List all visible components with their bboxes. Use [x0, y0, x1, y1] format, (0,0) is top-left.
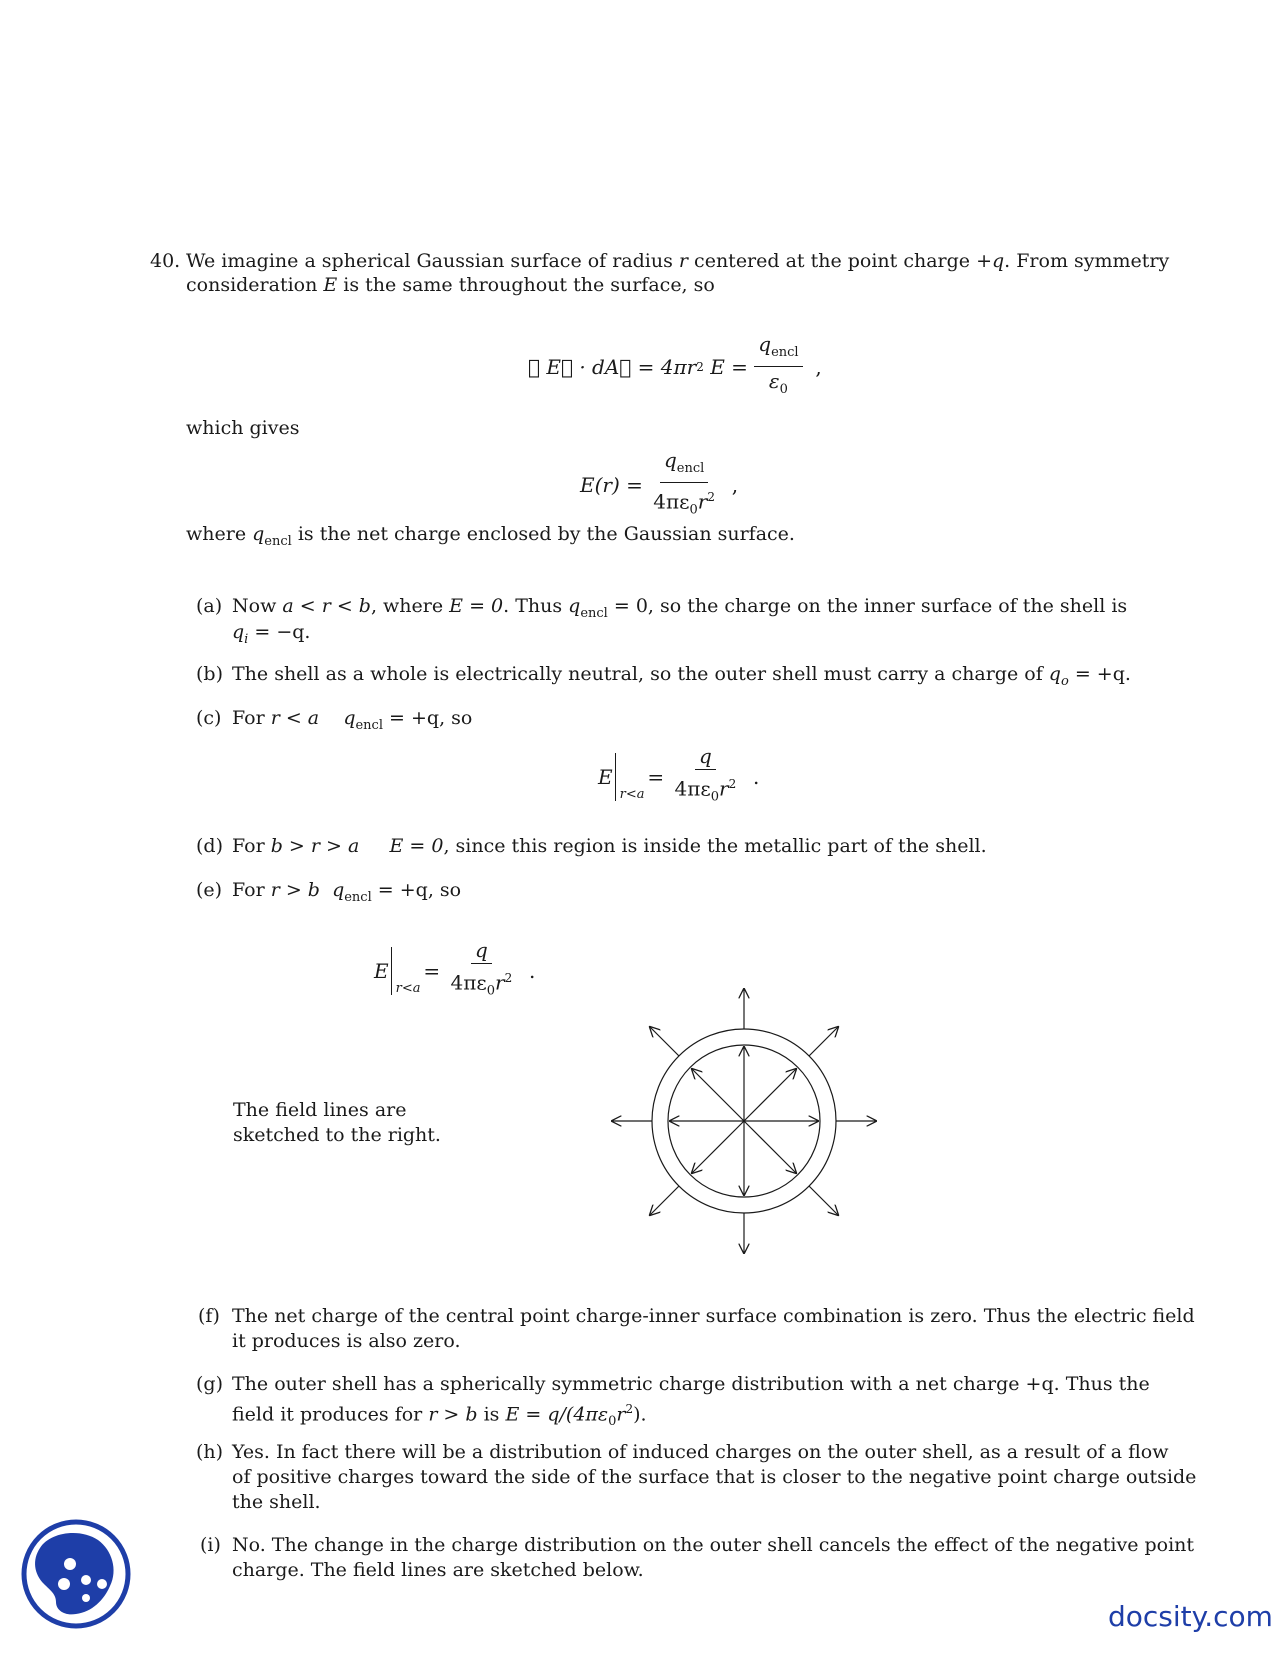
intro-line-1: We imagine a spherical Gaussian surface of radius r centered at the point charge +q. From symmetry — [186, 250, 1170, 272]
item-a-line-2: $q_i = -q$. — [232, 621, 311, 647]
item-a-label: (a) — [196, 595, 223, 617]
item-g-line-1: The outer shell has a spherically symmetric charge distribution with a net charge +q. Thus the — [232, 1373, 1150, 1395]
item-d-text: For b > r > a E = 0, since this region is inside the metallic part of the shell. — [232, 835, 987, 857]
equation-c: E r<a = $\frac{q}{4\pi\varepsilon_0r^2}$ . — [598, 744, 760, 805]
item-f-line-2: it produces is also zero. — [232, 1330, 461, 1352]
item-c-label: (c) — [196, 707, 222, 729]
item-b-text: The shell as a whole is electrically neutral, so the outer shell must carry a charge of $q_o = +q$. — [232, 663, 1131, 689]
docsity-logo-icon — [20, 1518, 132, 1630]
item-i-line-2: charge. The field lines are sketched below. — [232, 1559, 644, 1581]
item-e-text: For r > b $q_{encl} = +q$, so — [232, 879, 462, 905]
item-h-line-1: Yes. In fact there will be a distribution of induced charges on the outer shell, as a result of a flow — [232, 1441, 1169, 1463]
item-h-line-3: the shell. — [232, 1491, 321, 1513]
item-g-line-2: field it produces for r > b is $E = q/(4\pi\varepsilon_0r^2)$. — [232, 1402, 647, 1430]
item-f-label: (f) — [198, 1305, 220, 1327]
item-i-line-1: No. The change in the charge distribution on the outer shell cancels the effect of the negative point — [232, 1534, 1195, 1556]
intro-line-2: consideration E is the same throughout the surface, so — [186, 274, 715, 296]
which-gives: which gives — [186, 417, 300, 439]
item-a-line-1: Now a < r < b, where E = 0. Thus $q_{encl} = 0$, so the charge on the inner surface of the shell is — [232, 595, 1128, 621]
field-lines-diagram — [600, 985, 890, 1255]
equation-field: E(r) = $\frac{q_{encl}}{4\pi\varepsilon_0r^2}$ , — [580, 448, 739, 518]
field-note-line-1: The field lines are — [233, 1099, 407, 1121]
equation-e: E r<a = $\frac{q}{4\pi\varepsilon_0r^2}$ . — [374, 938, 536, 999]
equation-gauss-law: ∮ E⃗ · dA⃗ = 4πr 2 E = $\frac{q_{encl}}{\varepsilon_0}$ , — [528, 332, 822, 397]
item-b-label: (b) — [196, 663, 223, 685]
docsity-brand-text[interactable]: docsity.com — [1108, 1600, 1273, 1633]
item-g-label: (g) — [196, 1373, 223, 1395]
item-i-label: (i) — [200, 1534, 221, 1556]
problem-number: 40. — [150, 250, 181, 272]
where-line: where $q_{encl}$ is the net charge enclosed by the Gaussian surface. — [186, 523, 795, 549]
item-h-label: (h) — [196, 1441, 224, 1463]
item-f-line-1: The net charge of the central point charge-inner surface combination is zero. Thus the electric field — [232, 1305, 1195, 1327]
item-h-line-2: of positive charges toward the side of the surface that is closer to the negative point charge outside — [232, 1466, 1197, 1488]
inner-field-lines — [670, 1047, 818, 1195]
field-note-line-2: sketched to the right. — [233, 1124, 441, 1146]
item-d-label: (d) — [196, 835, 223, 857]
item-c-text: For r < a $q_{encl} = +q$, so — [232, 707, 473, 733]
item-e-label: (e) — [196, 879, 223, 901]
